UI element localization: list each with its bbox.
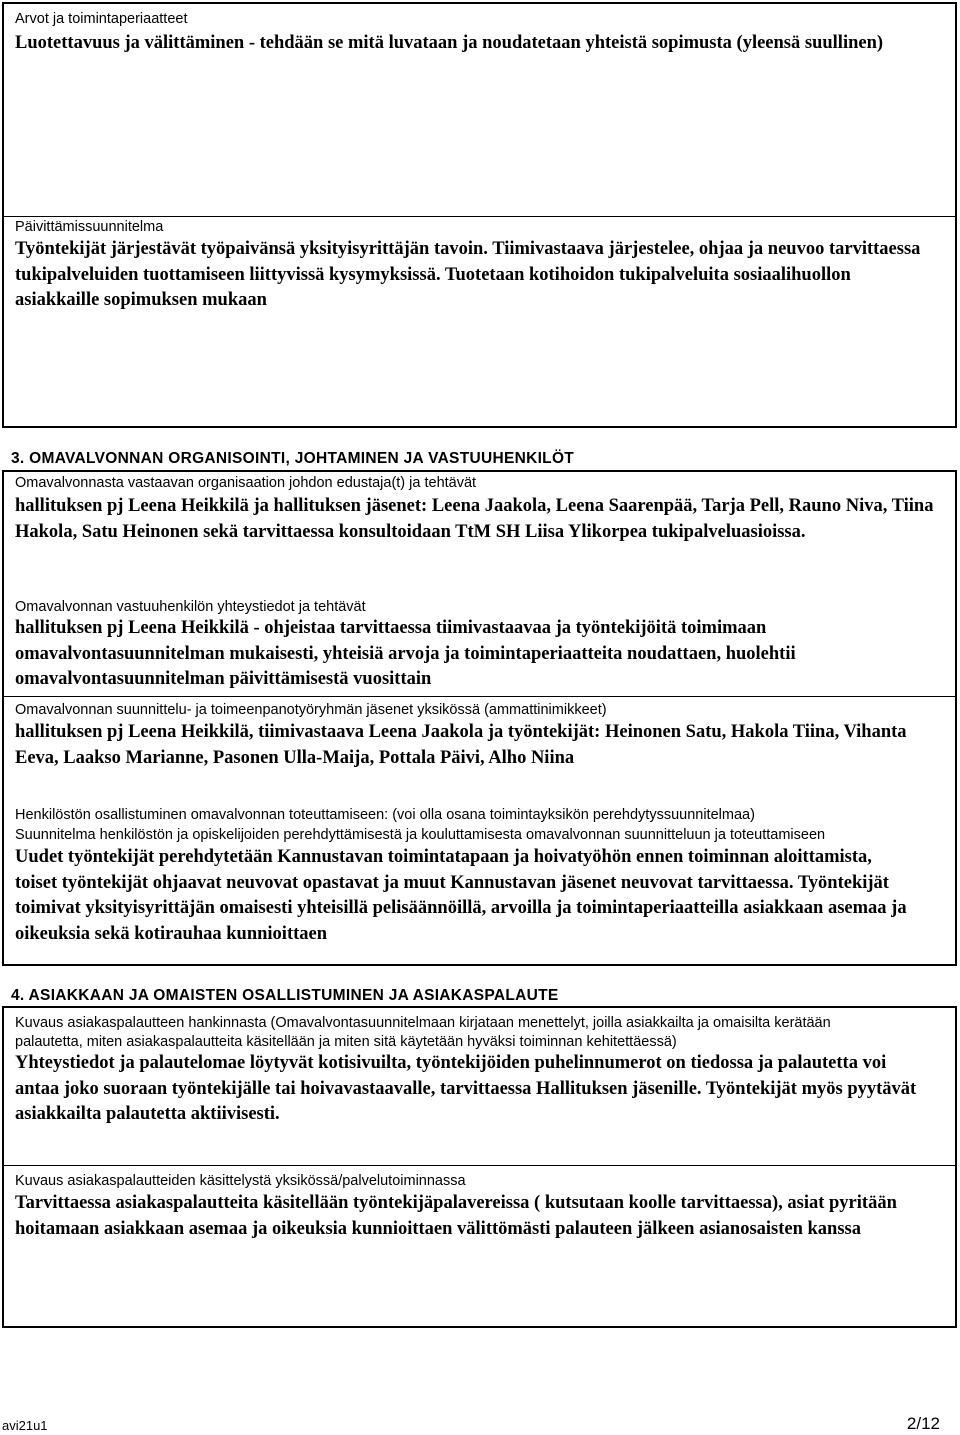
org-representatives-label: Omavalvonnasta vastaavan organisaation johdon edustaja(t) ja tehtävät bbox=[15, 475, 477, 491]
values-label: Arvot ja toimintaperiaatteet bbox=[15, 11, 188, 27]
working-group-text: hallituksen pj Leena Heikkilä, tiimivastaava Leena Jaakola ja työntekijät: Heinonen Satu, Hakola Tiina, Vihanta Eeva, Laakso Marianne, Pasonen Ulla-Maija, Pottala Päivi, Alho Niina bbox=[15, 722, 907, 768]
section-4-box bbox=[2, 1006, 957, 1328]
staff-participation-label: Henkilöstön osallistuminen omavalvonnan toteuttamiseen: (voi olla osana toimintayksikön perehdytyssuunnitelmaa) bbox=[15, 807, 755, 823]
section-3-box bbox=[2, 470, 957, 966]
responsible-person-label: Omavalvonnan vastuuhenkilön yhteystiedot ja tehtävät bbox=[15, 599, 366, 615]
feedback-divider bbox=[4, 1165, 955, 1166]
org-representatives-text: hallituksen pj Leena Heikkilä ja hallituksen jäsenet: Leena Jaakola, Leena Saarenpää, Tarja Pell, Rauno Niva, Tiina Hakola, Satu Heinonen sekä tarvittaessa konsultoidaan TtM SH Liisa Ylikorpea tukipalveluasioissa. bbox=[15, 496, 934, 542]
feedback-handling-label: Kuvaus asiakaspalautteiden käsittelystä yksikössä/palvelutoiminnassa bbox=[15, 1173, 466, 1189]
footer-doc-id: avi21u1 bbox=[2, 1418, 48, 1433]
values-update-box bbox=[2, 2, 957, 428]
feedback-collection-text: Yhteystiedot ja palautelomae löytyvät kotisivuilta, työntekijöiden puhelinnumerot on tiedossa ja palautetta voi antaa joko suoraan työntekijälle tai hoivavastaavalle, tarvittaessa Hallituksen jäsenille. Työntekijät myös pyytävät asiakkailta palautetta aktiivisesti. bbox=[15, 1053, 917, 1124]
values-text: Luotettavuus ja välittäminen - tehdään se mitä luvataan ja noudatetaan yhteistä sopimusta (yleensä suullinen) bbox=[15, 33, 884, 53]
values-divider bbox=[4, 216, 955, 217]
feedback-handling-text: Tarvittaessa asiakaspalautteita käsitellään työntekijäpalavereissa ( kutsutaan koolle tarvittaessa), asiat pyritään hoitamaan asiakkaan asemaa ja oikeuksia kunnioittaen välittömästi palauteen jälkeen asianosaisten kanssa bbox=[15, 1193, 897, 1239]
feedback-collection-label-line2: palautetta, miten asiakaspalautteita käsitellään ja miten sitä käytetään hyväksi toiminnan kehitettäessä) bbox=[15, 1034, 677, 1050]
update-plan-label: Päivittämissuunnitelma bbox=[15, 219, 164, 235]
section-3-heading: 3. OMAVALVONNAN ORGANISOINTI, JOHTAMINEN JA VASTUUHENKILÖT bbox=[11, 450, 575, 467]
feedback-collection-label-line1: Kuvaus asiakaspalautteen hankinnasta (Omavalvontasuunnitelmaan kirjataan menettelyt, joilla asiakkailta ja omaisilta kerätään bbox=[15, 1015, 831, 1031]
section-4-heading: 4. ASIAKKAAN JA OMAISTEN OSALLISTUMINEN JA ASIAKASPALAUTE bbox=[11, 987, 559, 1004]
responsible-divider bbox=[4, 696, 955, 697]
staff-participation-text: Uudet työntekijät perehdytetään Kannustavan toimintatapaan ja hoivatyöhön ennen toiminnan aloittamista, toiset työntekijät ohjaavat neuvovat opastavat ja muut Kannustavan jäsenet neuvovat tarvittaessa. Työntekijät toimivat yksityisyrittäjän omaisesti yhteisillä pelisäännöillä, arvoilla ja toimintaperiaatteilla asiakkaan asemaa ja oikeuksia sekä kotirauhaa kunnioittaen bbox=[15, 847, 907, 944]
working-group-label: Omavalvonnan suunnittelu- ja toimeenpanotyöryhmän jäsenet yksikössä (ammattinimikkeet) bbox=[15, 702, 607, 718]
update-plan-text: Työntekijät järjestävät työpaivänsä yksityisyrittäjän tavoin. Tiimivastaava järjestelee, ohjaa ja neuvoo tarvittaessa tukipalveluiden tuottamiseen liittyvissä kysymyksissä. Tuotetaan kotihoidon tukipalveluita sosiaalihuollon asiakkaille sopimuksen mukaan bbox=[15, 239, 921, 310]
staff-training-plan-label: Suunnitelma henkilöstön ja opiskelijoiden perehdyttämisestä ja kouluttamisesta omavalvonnan suunnitteluun ja toteuttamiseen bbox=[15, 827, 826, 843]
footer-page-number: 2/12 bbox=[906, 1414, 940, 1433]
responsible-person-text: hallituksen pj Leena Heikkilä - ohjeistaa tarvittaessa tiimivastaavaa ja työntekijöitä toimimaan omavalvontasuunnitelman mukaisesti, yhteisiä arvoja ja toimintaperiaatteita noudattaen, huolehtii omavalvontasuunnitelman päivittämisestä vuosittain bbox=[15, 618, 796, 689]
